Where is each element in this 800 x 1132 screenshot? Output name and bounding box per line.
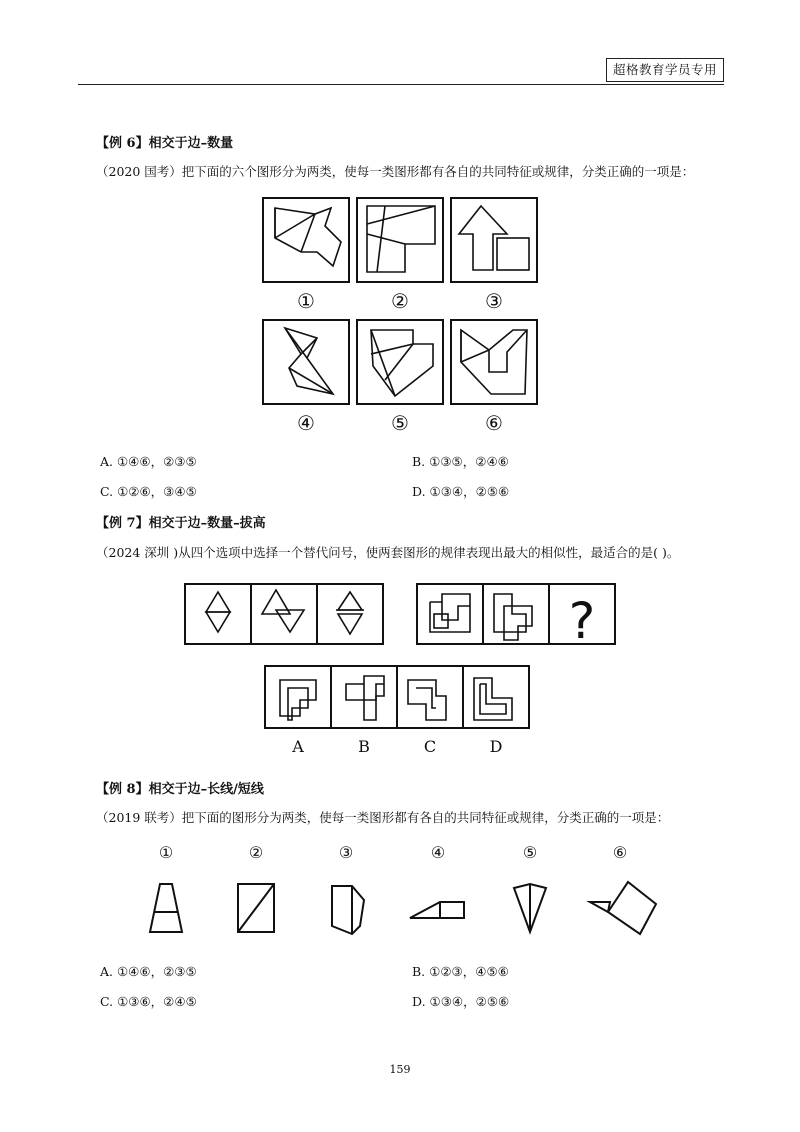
example8-figure-1 [150,884,182,932]
example8-label-2: ② [248,843,264,862]
example6-figures [255,190,545,440]
example6-figure-5 [357,320,443,404]
example7-question-mark: ? [568,592,596,650]
example8-label-5: ⑤ [522,843,538,862]
example8-label-6: ⑥ [612,843,628,862]
example6-figure-4 [263,320,349,404]
example7-question: （2024 深圳 )从四个选项中选择一个替代问号，使两套图形的规律表现出最大的相似性，最适合的是( )。 [96,545,680,560]
example7-answer-b: B [358,737,370,756]
example8-label-4: ④ [430,843,446,862]
example6-label-5: ⑤ [391,411,409,435]
example8-label-3: ③ [338,843,354,862]
example6-figure-1 [263,198,349,282]
example8-figure-3 [332,886,364,934]
example8-figure-4 [410,902,464,918]
example8-figure-6 [590,882,656,934]
example7-answer-d: D [489,737,503,756]
example6-option-c: C. ①②⑥，③④⑤ [100,484,197,499]
example6-title: 【例 6】相交于边–数量 [96,136,234,151]
example6-label-3: ③ [485,289,503,313]
example6-figure-3 [451,198,537,282]
example6-label-2: ② [391,289,409,313]
example8-label-1: ① [158,843,174,862]
example8-figures [130,838,690,948]
example8-option-a: A. ①④⑥，②③⑤ [100,964,197,979]
header-label: 超格教育学员专用 [606,58,724,82]
example6-figure-2 [357,198,443,282]
example7-title: 【例 7】相交于边–数量–拔高 [96,516,266,531]
example7-set1 [185,584,383,644]
example6-option-d: D. ①③④，②⑤⑥ [412,484,510,499]
example7-answers [265,666,529,728]
example6-label-1: ① [297,289,315,313]
example8-option-c: C. ①③⑥，②④⑤ [100,994,197,1009]
example8-figure-5 [514,884,546,932]
example8-question: （2019 联考）把下面的图形分为两类，使每一类图形都有各自的共同特征或规律，分类正确的一项是： [96,810,670,825]
example6-label-4: ④ [297,411,315,435]
example6-option-b: B. ①③⑤，②④⑥ [412,454,509,469]
example8-figure-2 [238,884,274,932]
example6-figure-6 [451,320,537,404]
example8-title: 【例 8】相交于边–长线/短线 [96,782,264,797]
example7-figures [180,580,620,760]
header-rule [78,84,724,85]
example6-label-6: ⑥ [485,411,503,435]
example6-option-a: A. ①④⑥，②③⑤ [100,454,197,469]
example8-option-b: B. ①②③，④⑤⑥ [412,964,509,979]
page-number: 159 [389,1063,411,1076]
example6-question: （2020 国考）把下面的六个图形分为两类，使每一类图形都有各自的共同特征或规律，分类正确的一项是： [96,164,695,179]
example7-answer-a: A [292,737,304,756]
example7-answer-c: C [423,737,437,756]
example8-option-d: D. ①③④，②⑤⑥ [412,994,510,1009]
